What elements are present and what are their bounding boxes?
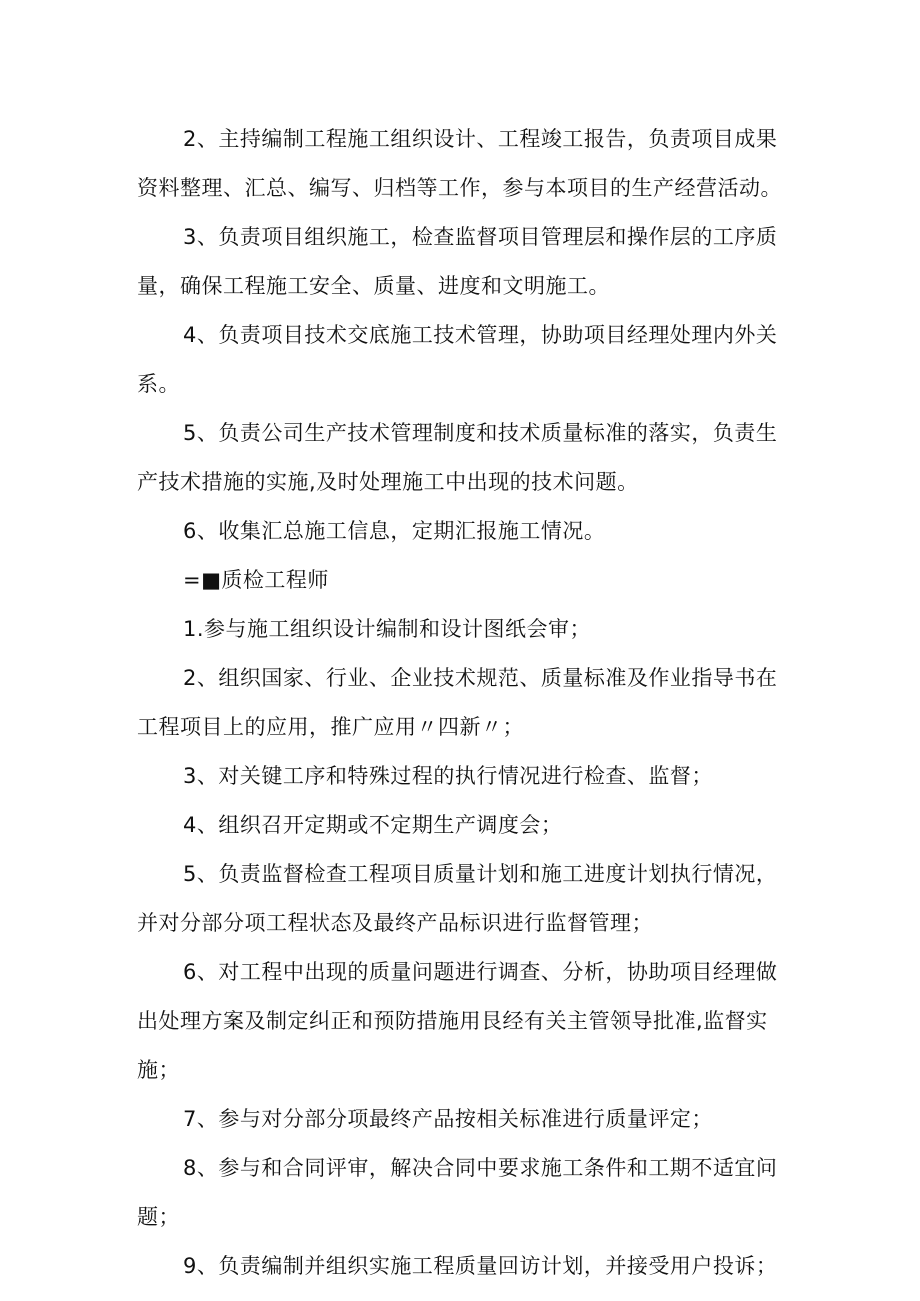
document-body (137, 115, 787, 1291)
qc-paragraph-5: 5、负责监督检查工程项目质量计划和施工进度计划执行情况，并对分部分项工程状态及最终产品标识进行监督管理； (137, 862, 778, 935)
qc-paragraph-2: 2、组织国家、行业、企业技术规范、质量标准及作业指导书在工程项目上的应用，推广应用〃四新〃； (137, 666, 778, 739)
qc-paragraph-1: 1.参与施工组织设计编制和设计图纸会审； (183, 617, 592, 641)
qc-paragraph-7: 7、参与对分部分项最终产品按相关标准进行质量评定； (183, 1107, 713, 1131)
qc-paragraph-6: 6、对工程中出现的质量问题进行调查、分析，协助项目经理做出处理方案及制定纠正和预防措施用艮经有关主管领导批准,监督实施； (137, 960, 778, 1082)
paragraph-item-2: 2、主持编制工程施工组织设计、工程竣工报告，负责项目成果资料整理、汇总、编写、归档等工作，参与本项目的生产经营活动。 (137, 127, 782, 200)
paragraph-item-5: 5、负责公司生产技术管理制度和技术质量标准的落实，负责生产技术措施的实施,及时处理施工中出现的技术问题。 (137, 421, 778, 494)
qc-paragraph-8: 8、参与和合同评审，解决合同中要求施工条件和工期不适宜问题； (137, 1156, 778, 1229)
paragraph-item-3: 3、负责项目组织施工，检查监督项目管理层和操作层的工序质量，确保工程施工安全、质量、进度和文明施工。 (137, 225, 778, 298)
paragraph-item-6: 6、收集汇总施工信息，定期汇报施工情况。 (183, 519, 606, 543)
qc-paragraph-4: 4、组织召开定期或不定期生产调度会； (183, 813, 563, 837)
qc-paragraph-3: 3、对关键工序和特殊过程的执行情况进行检查、监督； (183, 764, 713, 788)
section-heading-quality-engineer: =■质检工程师 (183, 568, 329, 592)
qc-paragraph-9: 9、负责编制并组织实施工程质量回访计划，并接受用户投诉； (183, 1254, 778, 1278)
paragraph-item-4: 4、负责项目技术交底施工技术管理，协助项目经理处理内外关系。 (137, 323, 778, 396)
